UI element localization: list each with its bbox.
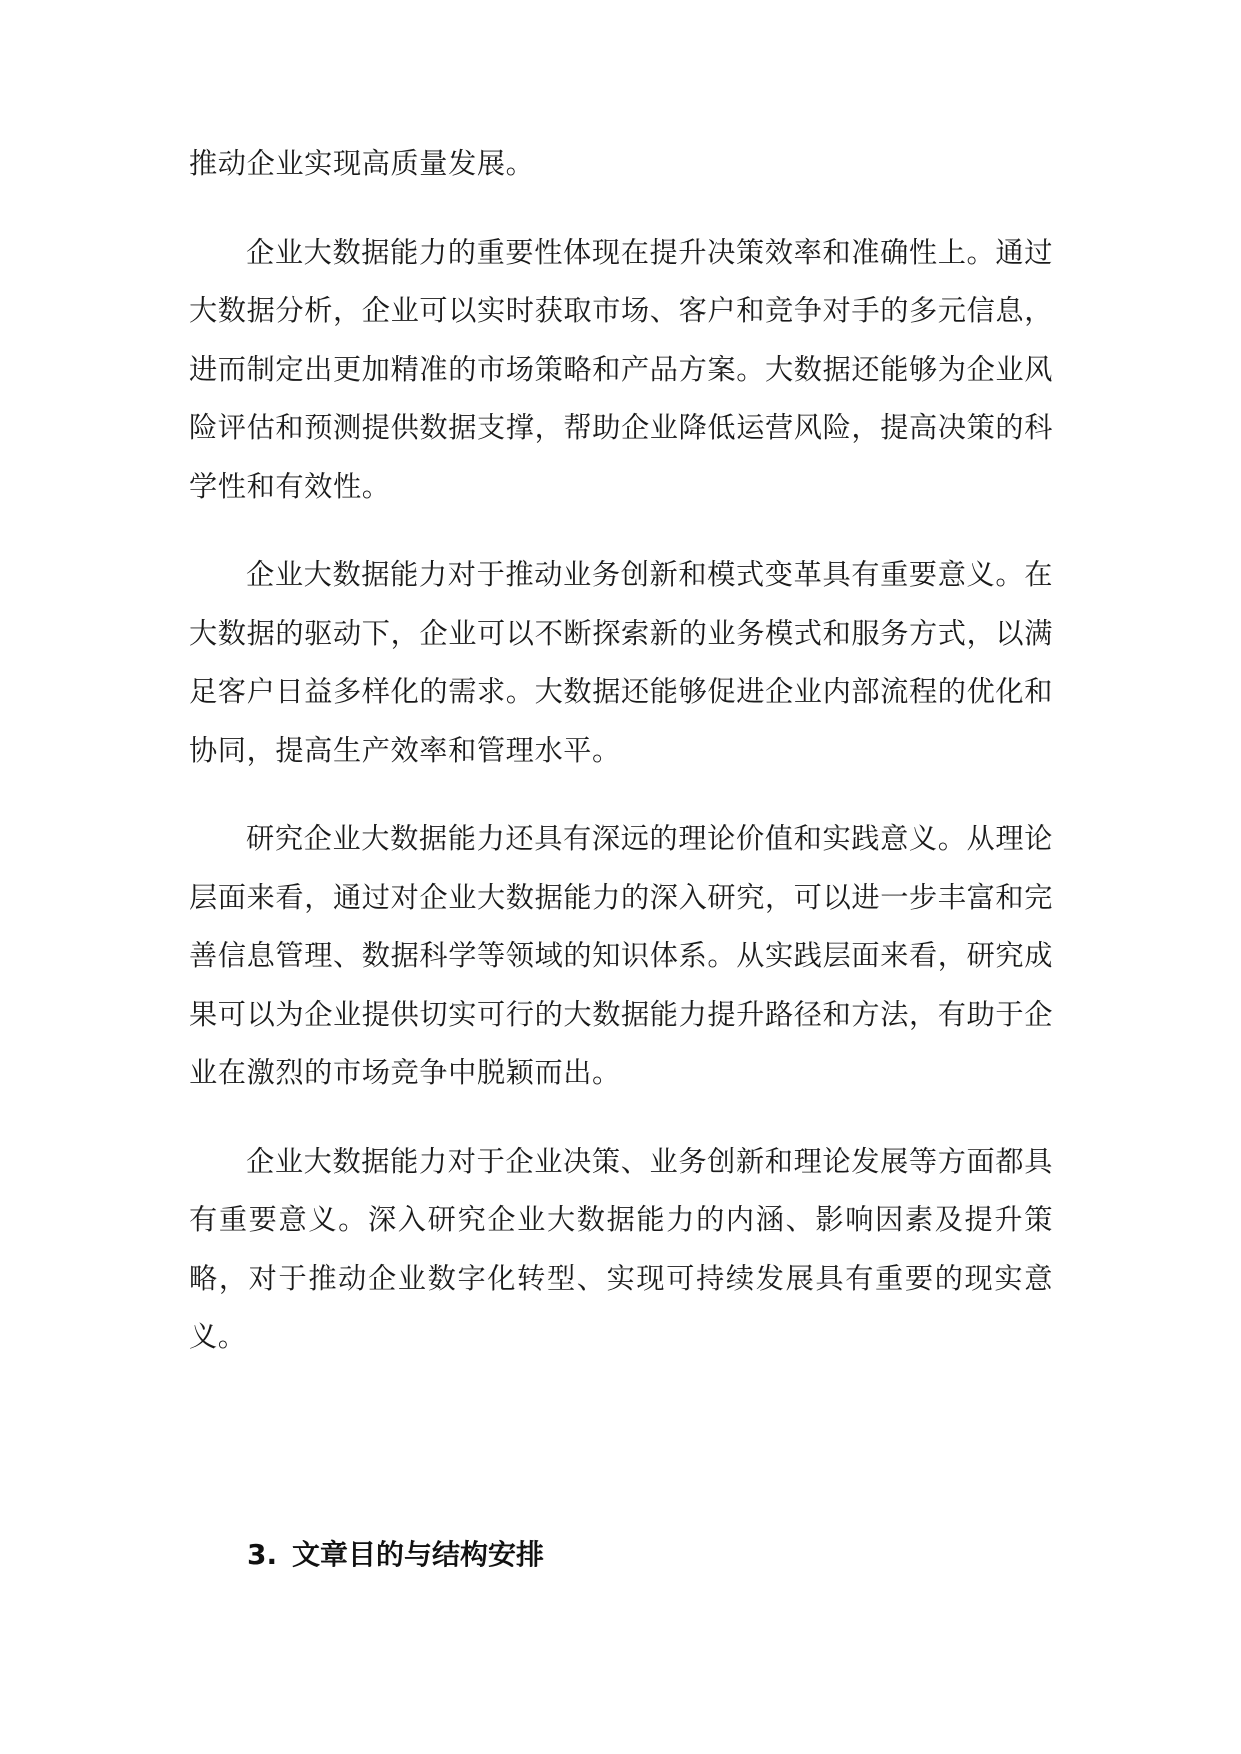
section-number: 3. bbox=[247, 1538, 278, 1571]
paragraph-continuation: 推动企业实现高质量发展。 bbox=[189, 147, 535, 180]
section-heading bbox=[247, 1535, 544, 1575]
paragraph-summary: 企业大数据能力对于企业决策、业务创新和理论发展等方面都具有重要意义。深入研究企业大数据能力的内涵、影响因素及提升策略，对于推动企业数字化转型、实现可持续发展具有重要的现实意义。 bbox=[189, 1144, 1053, 1353]
paragraph-research-value: 研究企业大数据能力还具有深远的理论价值和实践意义。从理论层面来看，通过对企业大数据能力的深入研究，可以进一步丰富和完善信息管理、数据科学等领域的知识体系。从实践层面来看，研究成果可以为企业提供切实可行的大数据能力提升路径和方法，有助于企业在激烈的市场竞争中脱颖而出。 bbox=[189, 822, 1053, 1089]
document-body bbox=[189, 135, 1053, 1367]
paragraph-business-innovation: 企业大数据能力对于推动业务创新和模式变革具有重要意义。在大数据的驱动下，企业可以不断探索新的业务模式和服务方式，以满足客户日益多样化的需求。大数据还能够促进企业内部流程的优化和协同，提高生产效率和管理水平。 bbox=[189, 558, 1053, 767]
paragraph-decision-efficiency: 企业大数据能力的重要性体现在提升决策效率和准确性上。通过大数据分析，企业可以实时获取市场、客户和竞争对手的多元信息，进而制定出更加精准的市场策略和产品方案。大数据还能够为企业风险评估和预测提供数据支撑，帮助企业降低运营风险，提高决策的科学性和有效性。 bbox=[189, 235, 1053, 503]
section-title: 文章目的与结构安排 bbox=[292, 1538, 545, 1571]
